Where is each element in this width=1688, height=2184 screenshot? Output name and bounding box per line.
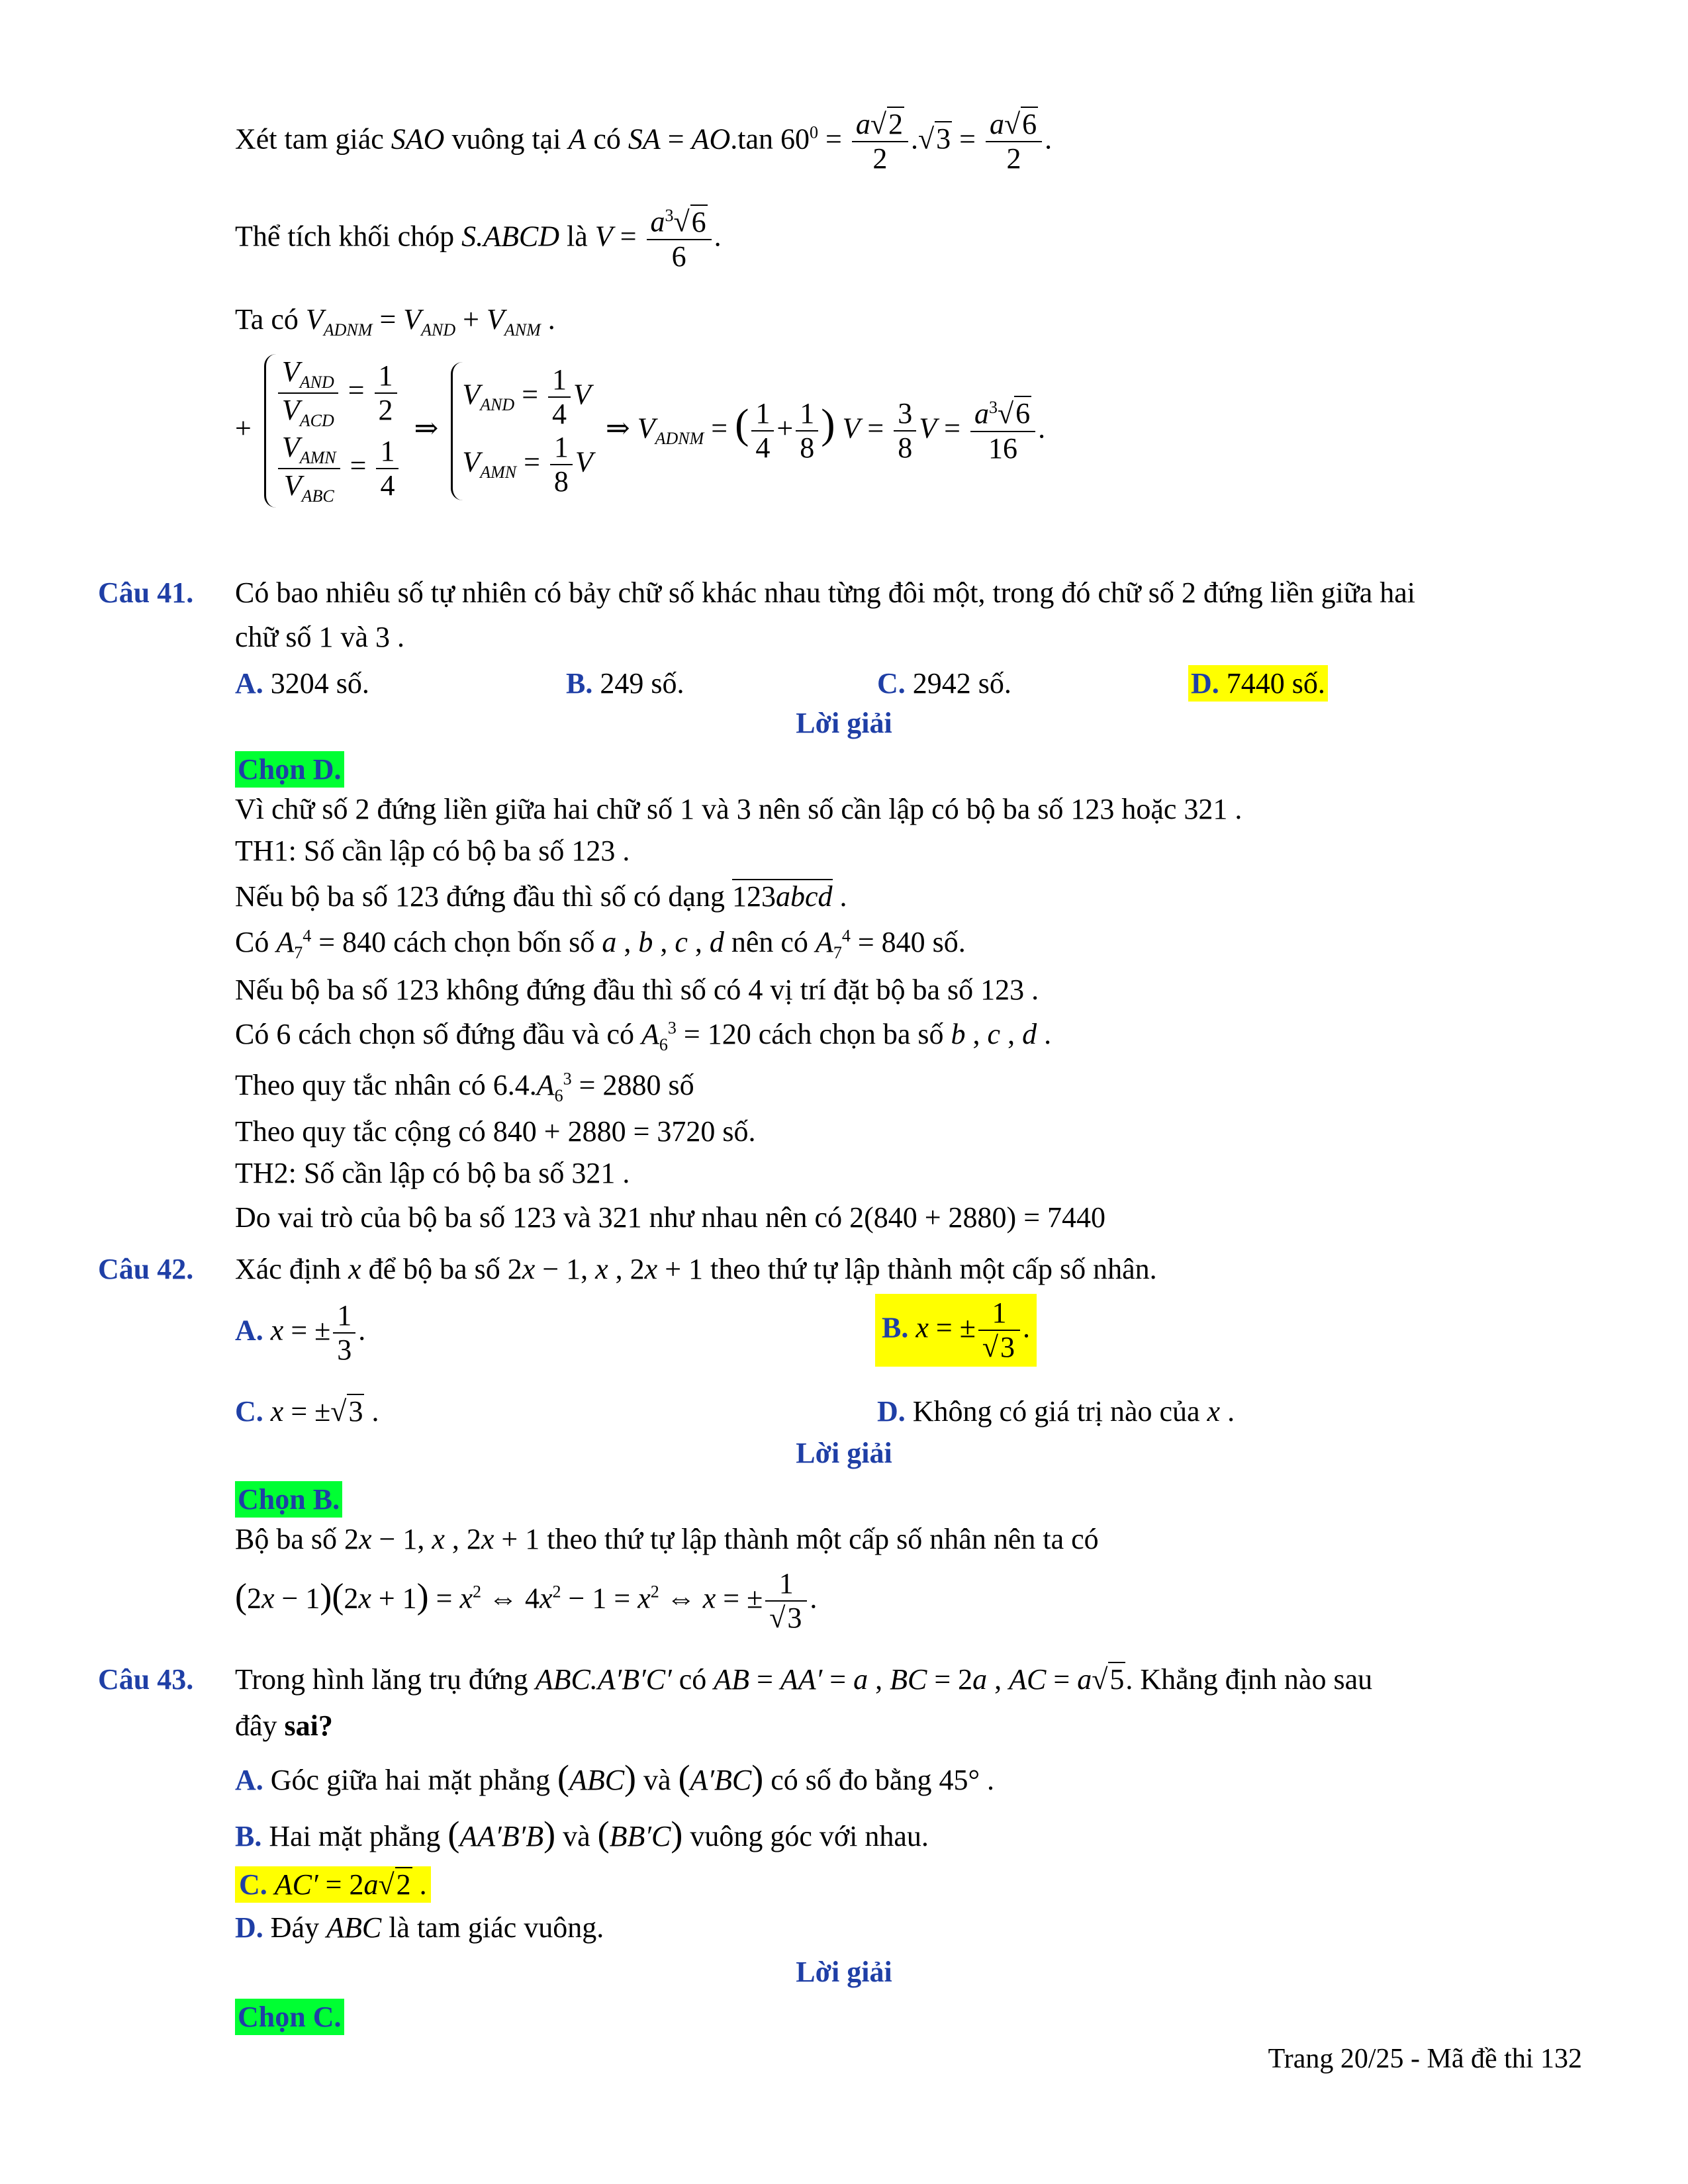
q43-solution-title: Lời giải: [796, 1956, 892, 1988]
line-system: + $\frac{V_{AND}}{V_{ACD}}$ = $\frac{1}{2}$ $\frac{V_{AMN}}{V_{ABC}}$ = $\frac{1}{4}$ ⇒ $V_{AND}$ = $\frac{1}{4}$ V $V_{AMN}$ = $\frac{1}{8}$ V ⇒ $V_{ADNM}$ = ( $\frac{1}{4}$ + $\frac{1}{8}$ ) V = $\frac{3}{8}$ V = $\frac{a^3√6}{16}$ .: [235, 354, 1045, 508]
q42-solution-title: Lời giải: [796, 1437, 892, 1469]
page-footer: Trang 20/25 - Mã đề thi 132: [1268, 2044, 1582, 2074]
q41-choice: Chọn D.: [235, 751, 344, 788]
question-43-text2: đây sai?: [235, 1709, 333, 1742]
q41-solution-title: Lời giải: [796, 707, 892, 739]
q41-sol-3: Có $A_7^4 = 840$ cách chọn bốn số a , b , c , d nên có $A_7^4 = 840$ số.: [235, 926, 966, 962]
question-41-text2: chữ số 1 và 3 .: [235, 621, 405, 653]
q41-option-a[interactable]: A. 3204 số.: [235, 667, 369, 700]
q41-option-d[interactable]: D. 7440 số.: [1188, 665, 1328, 702]
question-42-label: Câu 42.: [98, 1253, 194, 1285]
q42-option-d[interactable]: D. Không có giá trị nào của x .: [877, 1395, 1235, 1428]
q42-choice: Chọn B.: [235, 1481, 342, 1518]
question-43-text: Trong hình lăng trụ đứng ABC.A′B′C′ có AB = AA′ = a , BC = 2a , AC = a√5. Khẳng định nào sau: [235, 1663, 1373, 1696]
q41-sol-8: Có 6 cách chọn số đứng đầu và có $A_6^3 = 120$ cách chọn ba số b , c , d .: [235, 1018, 1052, 1054]
q42-option-b[interactable]: B. x = ± $\frac{1}{√3}$ .: [875, 1294, 1037, 1367]
q41-option-b[interactable]: B. 249 số.: [566, 667, 684, 700]
question-43-label: Câu 43.: [98, 1663, 194, 1696]
q41-sol-10: Theo quy tắc nhân có $6.4.A_6^3 = 2880$ số: [235, 1069, 694, 1105]
q41-sol-13: TH2: Số cần lập có bộ ba số 321 .: [235, 1157, 630, 1189]
q42-sol-2: $(2x - 1)(2x + 1) = x^2$ ⇔ $4x^2 - 1 = x^2$ ⇔ x = ± $\frac{1}{√3}$ .: [235, 1567, 818, 1635]
question-42-text: Xác định x để bộ ba số 2x − 1, x , 2x + 1 theo thứ tự lập thành một cấp số nhân.: [235, 1253, 1157, 1285]
line-sao: Xét tam giác SAO vuông tại A có SA = AO.tan $60^0$ = $\frac{a√2}{2}$ .√3 = $\frac{a√6}{2}$ .: [235, 108, 1053, 175]
q43-option-b[interactable]: B. Hai mặt phẳng (AA′B′B) và (BB′C) vuông góc với nhau.: [235, 1814, 929, 1854]
q41-sol-0: Vì chữ số 2 đứng liền giữa hai chữ số 1 và 3 nên số cần lập có bộ ba số 123 hoặc 321 .: [235, 793, 1243, 825]
q43-option-c[interactable]: C. AC′ = 2a√2 .: [235, 1866, 431, 1903]
q41-option-c[interactable]: C. 2942 số.: [877, 667, 1011, 700]
q41-sol-14: Do vai trò của bộ ba số 123 và 321 như nhau nên có 2(840 + 2880) = 7440: [235, 1201, 1106, 1234]
line-volume: Thể tích khối chóp S.ABCD là V = $\frac{a^3√6}{6}$ .: [235, 205, 722, 273]
q43-option-d[interactable]: D. Đáy ABC là tam giác vuông.: [235, 1911, 604, 1944]
q42-option-c[interactable]: C. x = ±√3 .: [235, 1395, 379, 1428]
q43-choice: Chọn C.: [235, 1999, 344, 2035]
line-ta-co: Ta có $V_{ADNM} = V_{AND} + V_{ANM}$ .: [235, 303, 555, 340]
q43-option-a[interactable]: A. Góc giữa hai mặt phẳng (ABC) và (A′BC) có số đo bằng 45° .: [235, 1758, 995, 1797]
q42-option-a[interactable]: A. x = ± $\frac{1}{3}$ .: [235, 1299, 366, 1367]
q41-sol-2: Nếu bộ ba số 123 đứng đầu thì số có dạng 123abcd .: [235, 880, 847, 913]
q41-sol-7: Nếu bộ ba số 123 không đứng đầu thì số có 4 vị trí đặt bộ ba số 123 .: [235, 974, 1039, 1006]
question-41-text: Có bao nhiêu số tự nhiên có bảy chữ số khác nhau từng đôi một, trong đó chữ số 2 đứng liền giữa hai: [235, 576, 1416, 609]
q41-sol-1: TH1: Số cần lập có bộ ba số 123 .: [235, 835, 630, 867]
question-41-label: Câu 41.: [98, 576, 194, 609]
q41-sol-12: Theo quy tắc cộng có 840 + 2880 = 3720 số.: [235, 1115, 756, 1148]
q42-sol-1: Bộ ba số 2x − 1, x , 2x + 1 theo thứ tự lập thành một cấp số nhân nên ta có: [235, 1523, 1099, 1555]
